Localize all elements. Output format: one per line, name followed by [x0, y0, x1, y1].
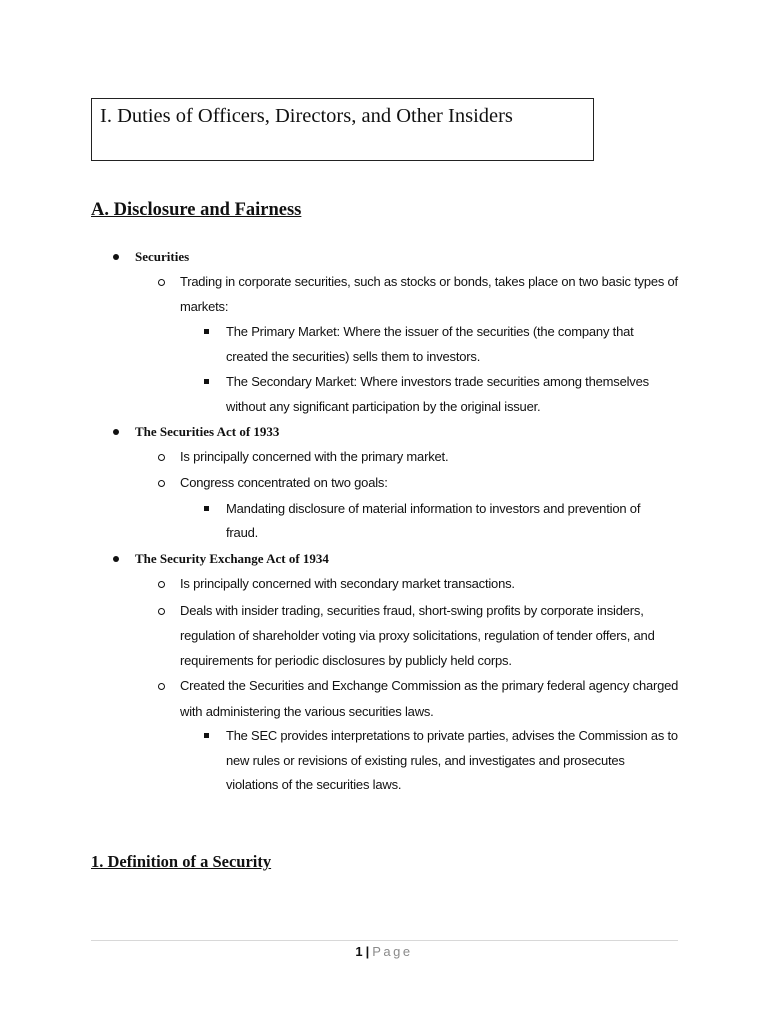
circle-bullet-icon	[158, 683, 165, 690]
title-box	[91, 98, 594, 161]
square-bullet-icon	[204, 733, 209, 738]
footer-separator: |	[365, 944, 370, 959]
outline-line-level-3: The SEC provides interpretations to private parties, advises the Commission as to	[226, 728, 678, 743]
square-bullet-icon	[204, 506, 209, 511]
circle-bullet-icon	[158, 454, 165, 461]
outline-line-level-3: violations of the securities laws.	[226, 777, 402, 792]
outline-line-level-1: Securities	[135, 249, 190, 264]
outline-line-level-3: new rules or revisions of existing rules, and investigates and prosecutes	[226, 753, 625, 768]
outline-line-level-2: with administering the various securities laws.	[180, 704, 434, 719]
outline-line-level-3: fraud.	[226, 525, 259, 540]
outline-line-level-2: Trading in corporate securities, such as stocks or bonds, takes place on two basic types of	[180, 274, 678, 289]
outline-line-level-1: The Securities Act of 1933	[135, 424, 280, 439]
page-label: Page	[372, 944, 413, 959]
page-number: 1	[355, 944, 363, 959]
outline-line-level-2: Is principally concerned with secondary market transactions.	[180, 576, 515, 591]
outline-line-level-3: The Primary Market: Where the issuer of the securities (the company that	[226, 324, 634, 339]
disc-bullet-icon	[113, 556, 119, 562]
circle-bullet-icon	[158, 279, 165, 286]
outline-line-level-2: Deals with insider trading, securities fraud, short-swing profits by corporate insiders,	[180, 603, 644, 618]
outline-line-level-3: without any significant participation by the original issuer.	[226, 399, 541, 414]
disc-bullet-icon	[113, 254, 119, 260]
outline-line-level-3: Mandating disclosure of material information to investors and prevention of	[226, 501, 641, 516]
outline-line-level-1: The Security Exchange Act of 1934	[135, 551, 329, 566]
outline-line-level-2: Congress concentrated on two goals:	[180, 475, 388, 490]
outline-line-level-2: Created the Securities and Exchange Commission as the primary federal agency charged	[180, 678, 679, 693]
outline-line-level-2: requirements for periodic disclosures by publicly held corps.	[180, 653, 512, 668]
subsection-heading: 1. Definition of a Security	[91, 852, 272, 871]
square-bullet-icon	[204, 329, 209, 334]
document-title: I. Duties of Officers, Directors, and Other Insiders	[100, 105, 513, 127]
section-heading: A. Disclosure and Fairness	[91, 200, 302, 220]
outline-line-level-2: Is principally concerned with the primary market.	[180, 449, 449, 464]
circle-bullet-icon	[158, 581, 165, 588]
outline-line-level-3: created the securities) sells them to investors.	[226, 349, 481, 364]
page-footer	[0, 944, 768, 959]
outline-line-level-2: regulation of shareholder voting via proxy solicitations, regulation of tender offers, and	[180, 628, 655, 643]
outline-line-level-3: The Secondary Market: Where investors trade securities among themselves	[226, 374, 649, 389]
square-bullet-icon	[204, 379, 209, 384]
outline-line-level-2: markets:	[180, 299, 229, 314]
circle-bullet-icon	[158, 608, 165, 615]
disc-bullet-icon	[113, 429, 119, 435]
footer-divider	[91, 940, 678, 941]
circle-bullet-icon	[158, 480, 165, 487]
